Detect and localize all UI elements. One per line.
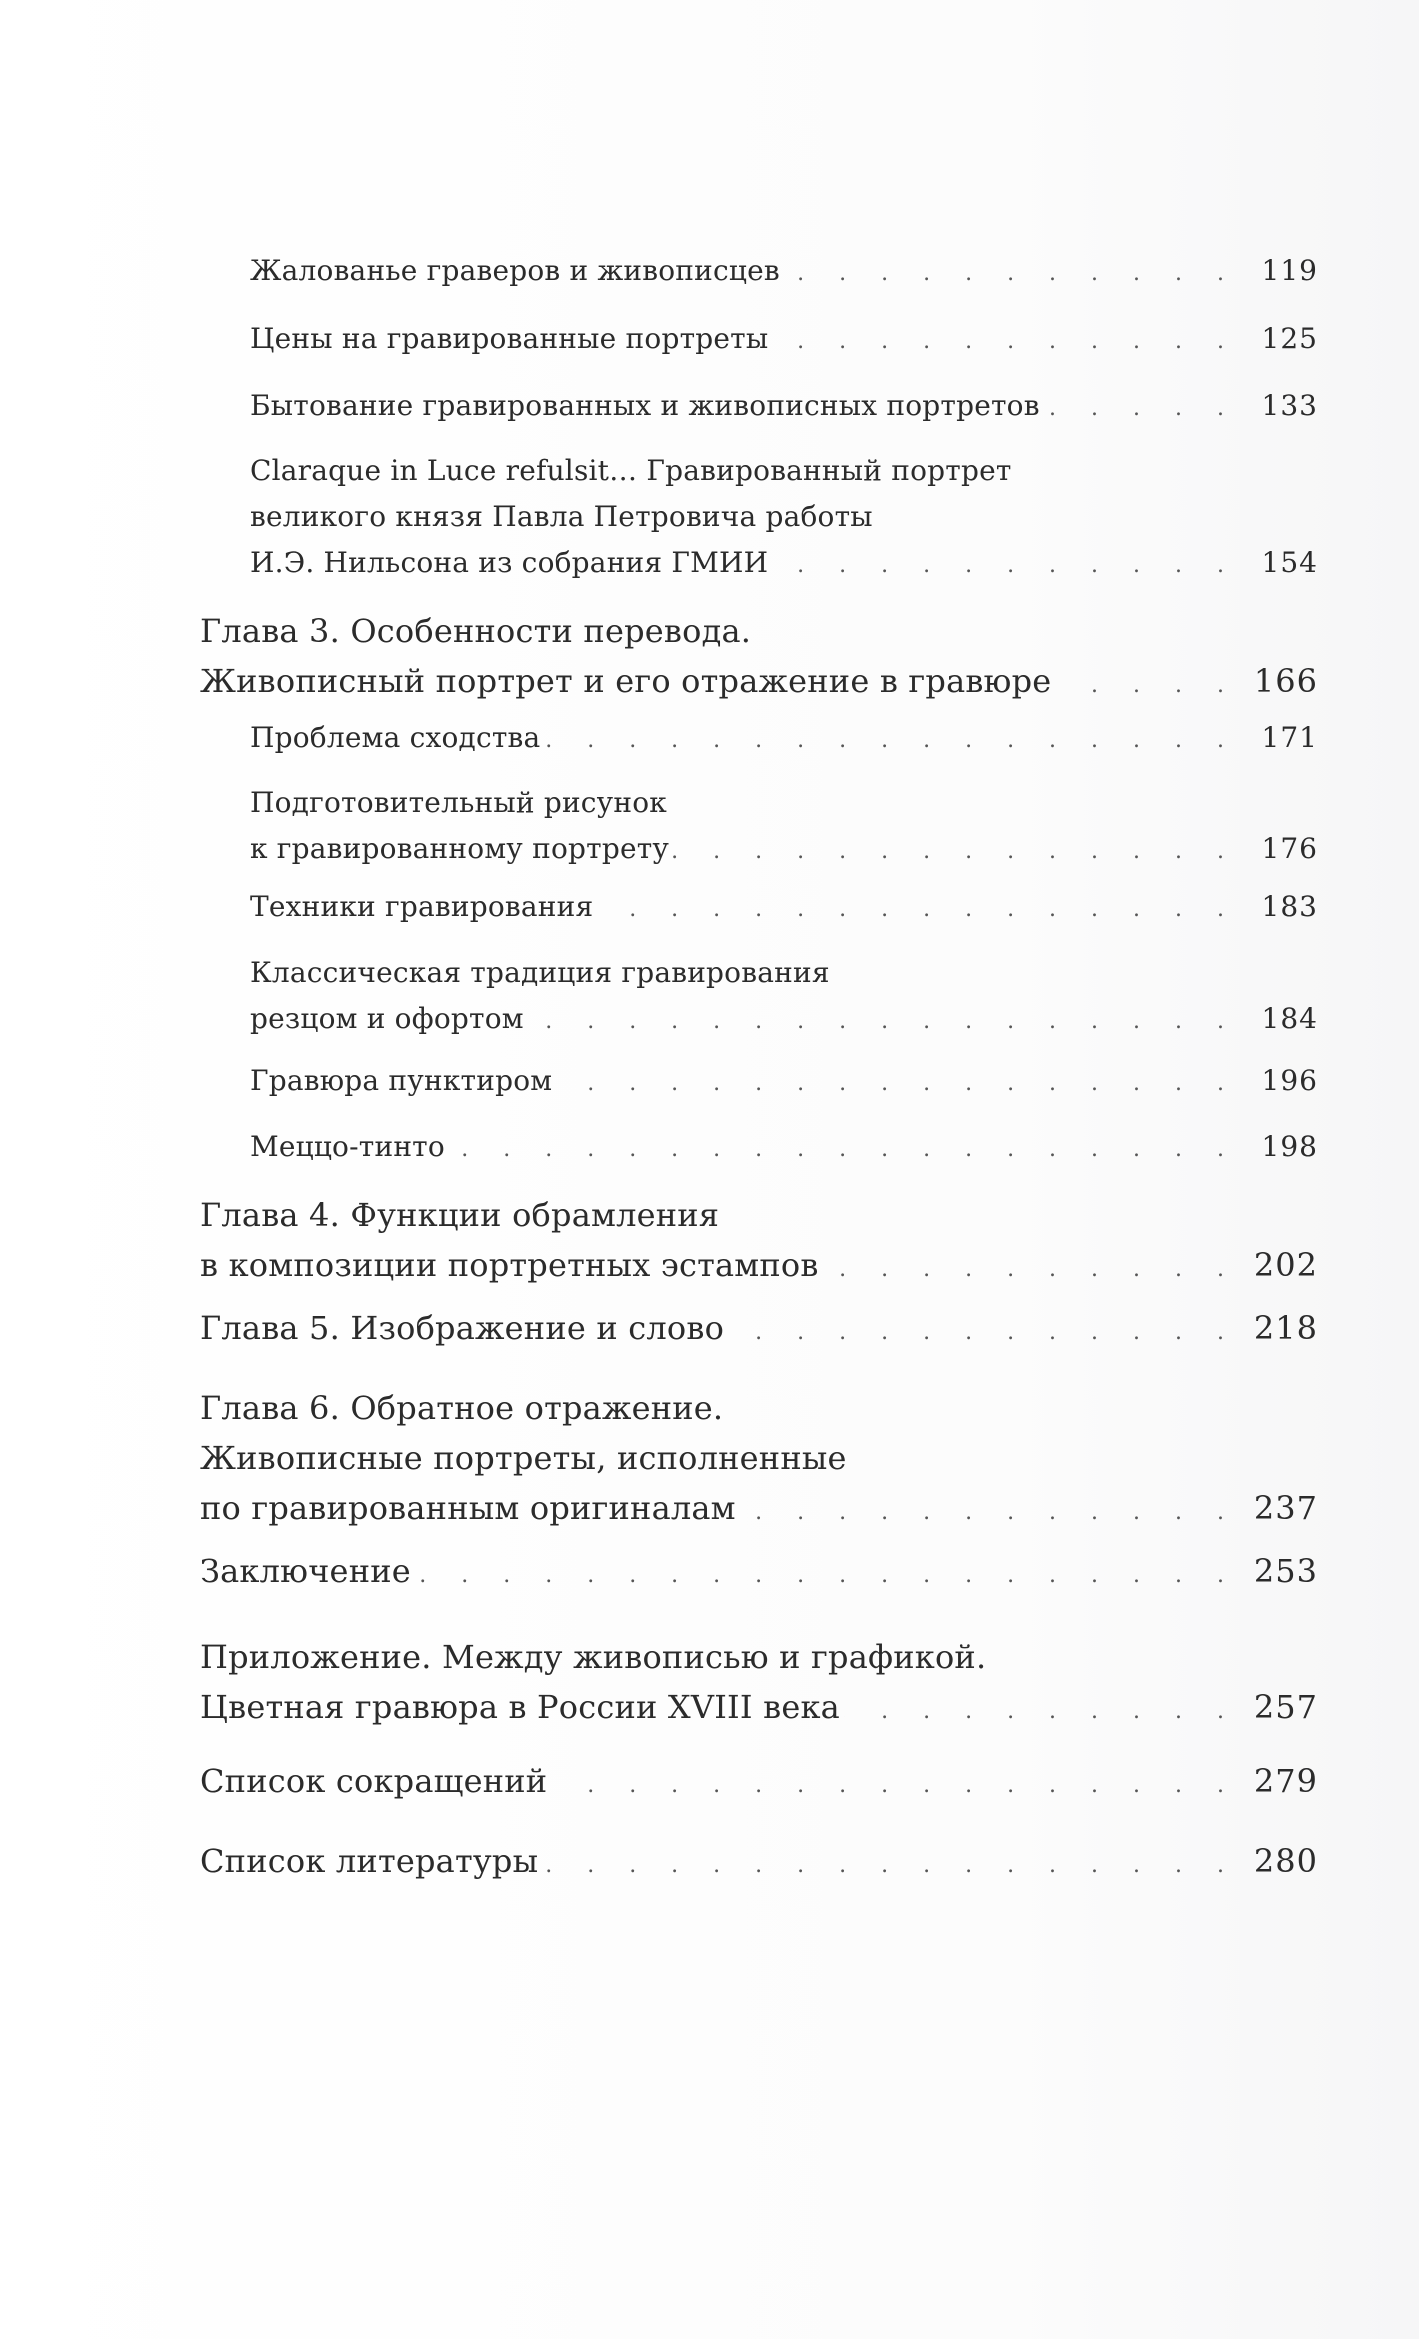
chapter-title-line: Глава 3. Особенности перевода. <box>200 612 752 650</box>
entry-title-line: резцом и офортом <box>250 1002 524 1035</box>
entry-title: Цены на гравированные портреты <box>250 322 769 355</box>
toc-entry <box>250 950 1318 1045</box>
page-number: 279 <box>1253 1762 1318 1800</box>
dot-leader <box>542 1841 1238 1891</box>
dot-leader <box>551 1761 1238 1811</box>
toc-entry <box>250 884 1318 933</box>
toc-chapter <box>200 1756 1318 1811</box>
entry-title-line: к гравированному портрету <box>250 832 670 865</box>
entry-title: Жалованье граверов и живописцев <box>250 254 780 287</box>
page-number: 119 <box>1261 254 1318 287</box>
entry-title: Проблема сходства <box>250 721 541 754</box>
dot-leader <box>544 718 1238 764</box>
page-number: 196 <box>1261 1064 1318 1097</box>
dot-leader <box>772 543 1238 589</box>
entry-title: Гравюра пунктиром <box>250 1064 553 1097</box>
page-number: 133 <box>1261 389 1318 422</box>
entry-title-line: Классическая традиция гравирования <box>250 956 830 989</box>
dot-leader <box>449 1127 1238 1173</box>
page-number: 280 <box>1253 1842 1318 1880</box>
entry-title-line: Подготовительный рисунок <box>250 786 667 819</box>
chapter-title: Список сокращений <box>200 1762 548 1800</box>
chapter-title-line: Цветная гравюра в России XVIII века <box>200 1688 840 1726</box>
toc-chapter <box>200 1632 1318 1737</box>
toc-chapter <box>200 1303 1318 1358</box>
toc-entry <box>250 780 1318 875</box>
chapter-title-line: Живописный портрет и его отражение в гравюре <box>200 662 1052 700</box>
entry-title-line: И.Э. Нильсона из собрания ГМИИ <box>250 546 769 579</box>
chapter-title-line: Живописные портреты, исполненные <box>200 1439 847 1477</box>
entry-title: Техники гравирования <box>250 890 594 923</box>
page-number: 183 <box>1261 890 1318 923</box>
chapter-title-line: Глава 6. Обратное отражение. <box>200 1389 724 1427</box>
toc-chapter <box>200 606 1318 711</box>
dot-leader <box>823 1245 1238 1295</box>
dot-leader <box>556 1061 1238 1107</box>
toc-entry <box>250 715 1318 764</box>
toc-entry <box>250 1058 1318 1107</box>
page-number: 125 <box>1261 322 1318 355</box>
chapter-title-line: в композиции портретных эстампов <box>200 1246 819 1284</box>
chapter-title: Глава 5. Изображение и слово <box>200 1309 725 1347</box>
page-number: 218 <box>1253 1309 1318 1347</box>
dot-leader <box>740 1488 1238 1538</box>
chapter-title: Список литературы <box>200 1842 539 1880</box>
toc-entry <box>250 448 1318 589</box>
page-number: 237 <box>1253 1489 1318 1527</box>
chapter-title-line: по гравированным оригиналам <box>200 1489 736 1527</box>
dot-leader <box>728 1308 1238 1358</box>
entry-title: Бытование гравированных и живописных портретов <box>250 389 1040 422</box>
page-number: 253 <box>1253 1552 1318 1590</box>
page-number: 257 <box>1253 1688 1318 1726</box>
entry-title-line: Claraque in Luce refulsit… Гравированный портрет <box>250 454 1012 487</box>
dot-leader <box>673 829 1238 875</box>
dot-leader <box>1055 661 1238 711</box>
toc-entry <box>250 383 1318 432</box>
toc-chapter <box>200 1546 1318 1601</box>
page-number: 176 <box>1261 832 1318 865</box>
dot-leader <box>1044 386 1238 432</box>
page-number: 198 <box>1261 1130 1318 1163</box>
chapter-title: Заключение <box>200 1552 411 1590</box>
dot-leader <box>844 1687 1238 1737</box>
page-number: 166 <box>1253 662 1318 700</box>
page-number: 202 <box>1253 1246 1318 1284</box>
dot-leader <box>528 999 1238 1045</box>
chapter-title-line: Глава 4. Функции обрамления <box>200 1196 720 1234</box>
page-number: 154 <box>1261 546 1318 579</box>
dot-leader <box>784 251 1238 297</box>
dot-leader <box>415 1551 1238 1601</box>
toc-chapter <box>200 1836 1318 1891</box>
entry-title: Меццо-тинто <box>250 1130 445 1163</box>
dot-leader <box>772 319 1238 365</box>
entry-title-line: великого князя Павла Петровича работы <box>250 500 873 533</box>
toc-chapter <box>200 1190 1318 1295</box>
toc-entry <box>250 248 1318 297</box>
toc-entry <box>250 316 1318 365</box>
page-number: 184 <box>1261 1002 1318 1035</box>
toc-entry <box>250 1124 1318 1173</box>
chapter-title-line: Приложение. Между живописью и графикой. <box>200 1638 987 1676</box>
page-number: 171 <box>1261 721 1318 754</box>
dot-leader <box>597 887 1238 933</box>
toc-chapter <box>200 1383 1318 1538</box>
